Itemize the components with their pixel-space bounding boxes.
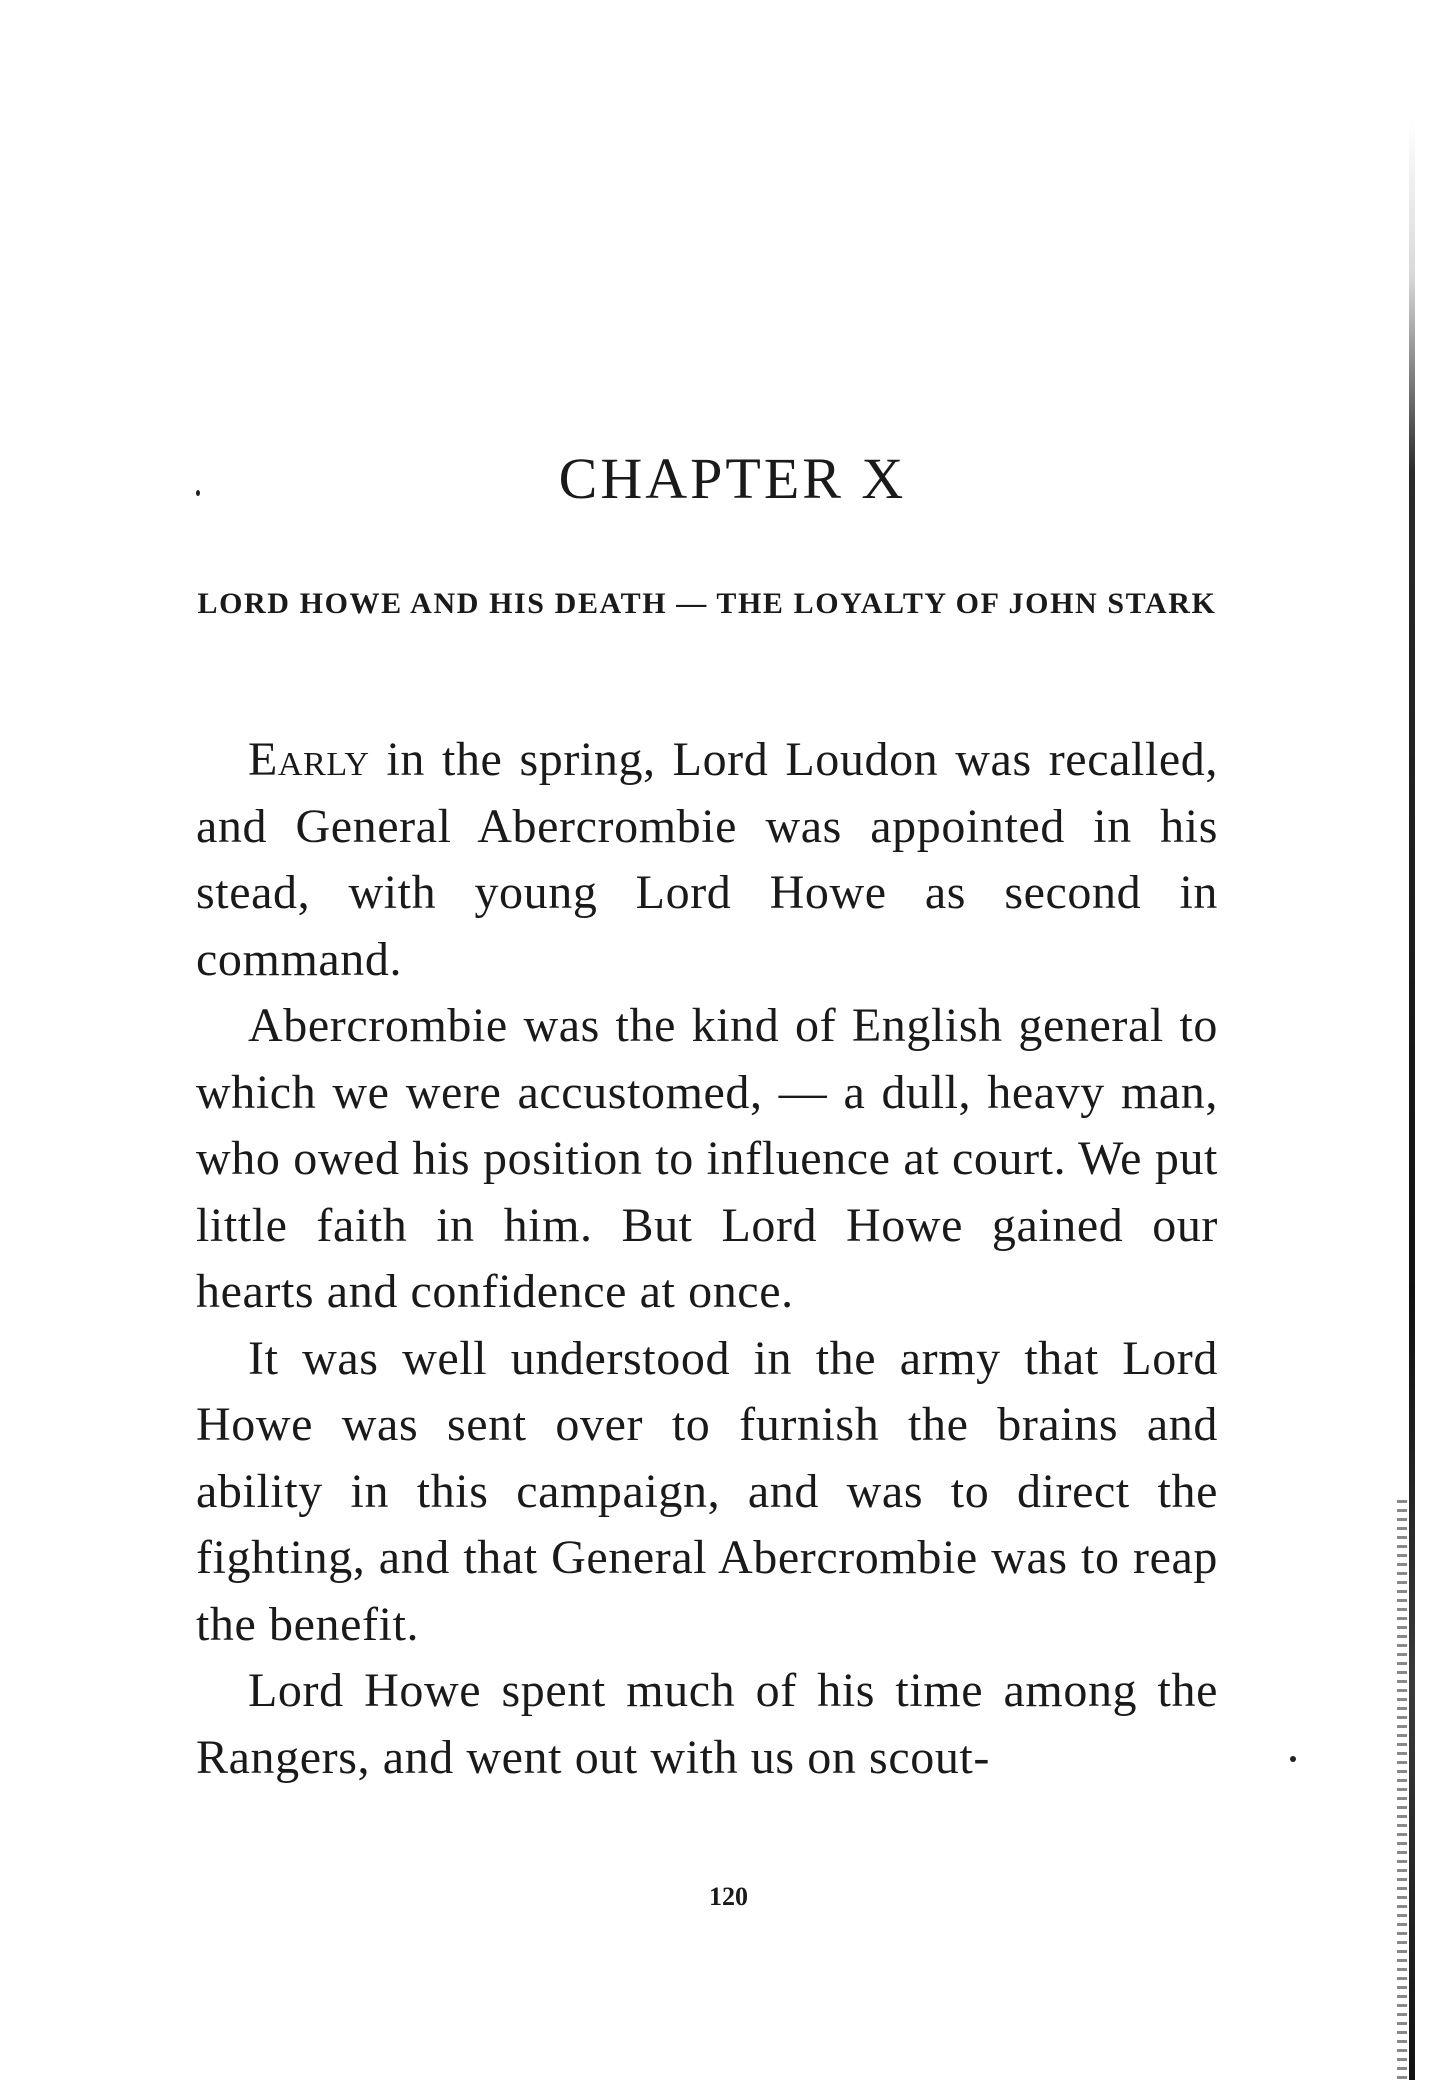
- scan-speck: [196, 490, 200, 496]
- binding-shadow: [1409, 120, 1415, 2080]
- paragraph-text: Abercrombie was the kind of English general to which we were accustomed, — a dull, heavy man, who owed his position to influence at court. We put little faith in him. But Lord Howe gained our hearts and confidence at once.: [196, 999, 1218, 1318]
- chapter-body: [196, 727, 1218, 1791]
- paragraph-lead-word: Early: [248, 733, 370, 786]
- paragraph-text: It was well understood in the army that Lord Howe was sent over to furnish the brains and ability in this campaign, and was to direct the fighting, and that General Abercrombie was to reap the benefit.: [196, 1331, 1218, 1651]
- scan-speck: [1290, 1756, 1296, 1762]
- page-number: 120: [709, 1882, 748, 1911]
- paragraph: [196, 1326, 1218, 1659]
- paragraph-text: Lord Howe spent much of his time among the Rangers, and went out with us on scout-: [196, 1664, 1218, 1784]
- paragraph: [196, 1658, 1218, 1791]
- paragraph: [196, 993, 1218, 1326]
- paragraph-text: in the spring, Lord Loudon was recalled, and General Abercrombie was appointed in his stead, with young Lord Howe as second in command.: [196, 733, 1218, 986]
- chapter-subtitle: LORD HOWE AND HIS DEATH — THE LOYALTY OF JOHN STARK: [197, 587, 1217, 620]
- paragraph: [196, 727, 1218, 993]
- binding-speckle: [1397, 1500, 1407, 2080]
- chapter-heading: CHAPTER X: [558, 446, 907, 511]
